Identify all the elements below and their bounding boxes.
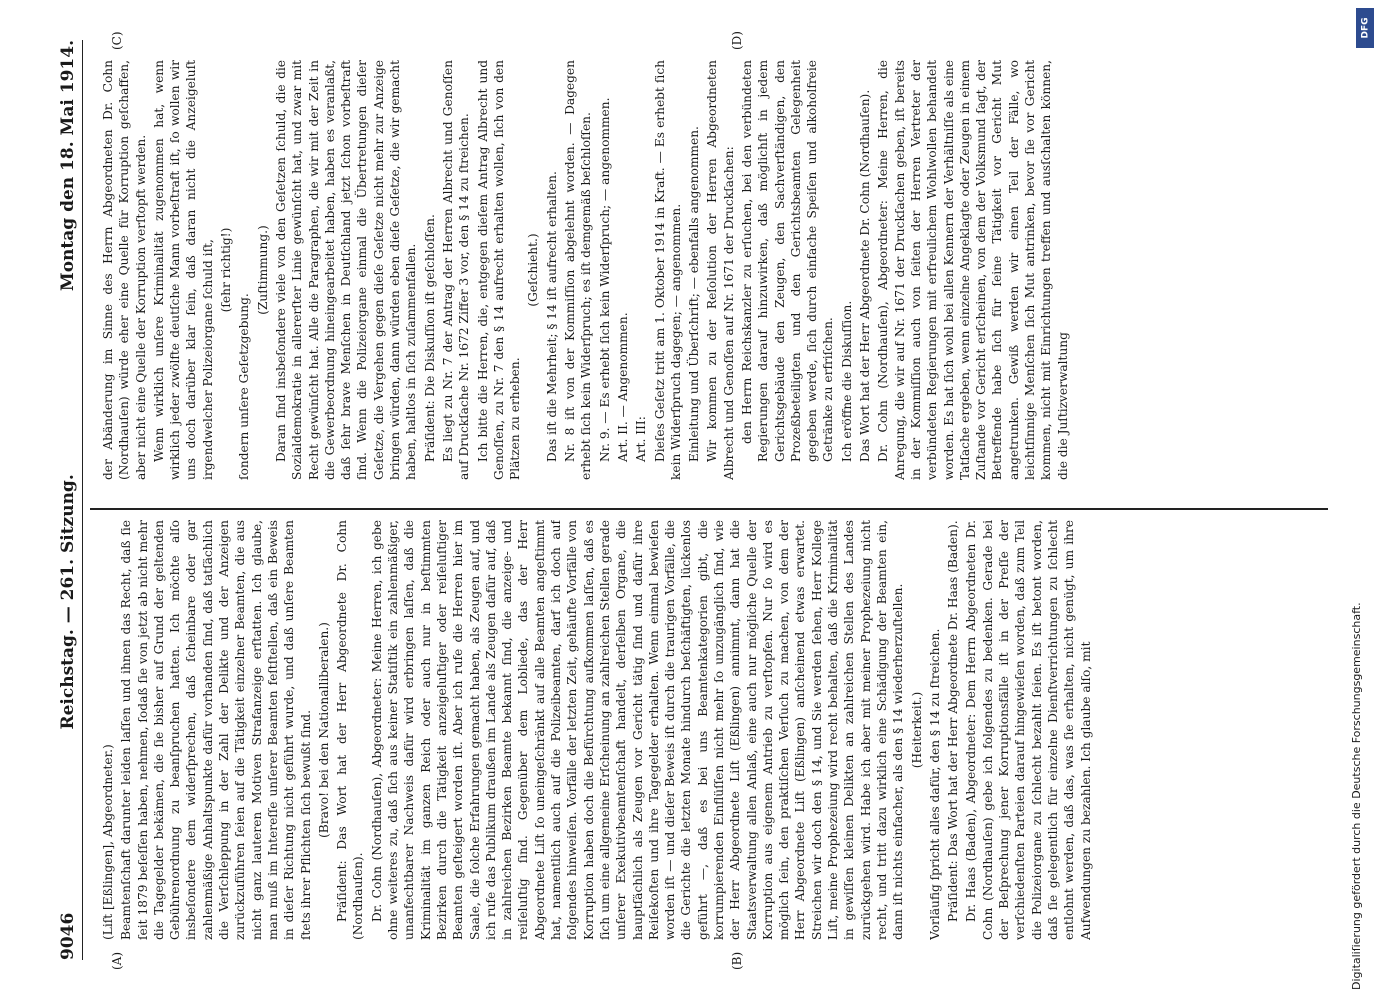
rotated-page — [30, 0, 1348, 1000]
paragraph: den Herrn Reichskanzler zu erſuchen, bei den verbündeten Regierungen darauf hinzuwirken, daß möglichſt in jedem Gerichtsgebäude den Zeugen, den Sachverſtändigen, den Prozeßbeteiligten und den Gerichtsbeamten Gelegenheit gegeben werde, ſich durch einfache Speiſen und alkoholfreie Getränke zu erfriſchen. — [739, 60, 836, 462]
paragraph: der Abänderung im Sinne des Herrn Abgeordneten Dr. Cohn (Nordhauſen) würde eher eine Quelle für Korruption geſchaffen, aber nicht eine Quelle der Korruption verſtopft werden. — [101, 60, 148, 480]
page-header — [50, 40, 83, 960]
digitization-text: Digitaliſierung gefördert durch die Deutsche Forschungsgemeinschaft. — [1350, 602, 1363, 990]
digitization-note — [1340, 10, 1380, 990]
paragraph: Präſident: Das Wort hat der Herr Abgeordnete Dr. Cohn (Nordhauſen). — [335, 520, 366, 940]
paragraph: (Zuſtimmung.) — [255, 225, 270, 315]
paragraph: Präſident: Das Wort hat der Herr Abgeordnete Dr. Haas (Baden). — [946, 520, 961, 922]
right-running-title: Montag den 18. Mai 1914. — [58, 40, 78, 292]
paragraph: Dr. Haas (Baden), Abgeordneter: Dem Herrn Abgeordneten Dr. Cohn (Nordhauſen) gebe ich folgendes zu bedenken. Gerade bei der Beſprechung jener Korruptionsfälle iſt in der Preſſe der verſchiedenſten Parteien darauf hingewieſen worden, daß zum Teil die Polizeiorgane zu ſchlecht bezahlt ſeien. Es iſt betont worden, daß ſie gelegentlich für einzelne Dienſtverrichtungen zu ſchlecht entlohnt werden, daß das, was ſie erhalten, nicht genügt, um ihre Aufwendungen zu bezahlen. Ich glaube alſo, mit — [964, 520, 1093, 940]
page-number: 9046 — [58, 912, 78, 960]
left-column — [100, 520, 1328, 940]
paragraph: Nr. 8 iſt von der Kommiſſion abgelehnt worden. — Dagegen erhebt ſich kein Widerſpruch; es iſt demgemäß beſchloſſen. — [563, 60, 594, 480]
paragraph: Vorläufig ſpricht alles dafür, den § 14 zu ſtreichen. — [927, 628, 942, 940]
paragraph: Beamtenſchaft darunter leiden laſſen und ihnen das Recht, daß ſie ſeit 1879 beſeſſen haben, nehmen, ſodaß ſie von jetzt ab nicht mehr die Tagegelder bekämen, die ſie bisher auf Grund der geltenden Gebührenordnung zu beanſpruchen hatten. Ich möchte alſo insbeſondere dem widerſprechen, daß ſcheinbare oder gar zahlenmäßige Anhaltspunkte dafür vorhanden ſind, daß tatſächlich die Verſchleppung in der Zahl der Delikte und der Anzeigen zurückzuführen ſeien auf die Tätigkeit einzelner Beamten, die aus nicht ganz lauteren Motiven Strafanzeige erſtatten. Ich glaube, man muß im Intereſſe unſerer Beamten feſtſtellen, daß ein Beweis in dieſer Richtung nicht geführt wurde, und daß unſere Beamten ſtets ihrer Pflichten ſich bewußt ſind. — [119, 520, 313, 940]
dfg-logo — [1356, 8, 1374, 48]
paragraph: Nr. 9. — Es erhebt ſich kein Widerſpruch; — angenommen. — [597, 97, 612, 462]
paragraph: (Heiterkeit.) — [909, 691, 924, 769]
marker-c: (C) — [110, 31, 124, 50]
paragraph: (Liſt [Eßlingen], Abgeordneter.) — [101, 744, 115, 940]
paragraph: Dr. Cohn (Nordhauſen), Abgeordneter: Meine Herren, die Anregung, die wir auf Nr. 1671 der Druckſachen geben, iſt bereits in der Kommiſſion auch von ſeiten der Herren Vertreter der verbündeten Regierungen mit erfreulichem Wohlwollen behandelt worden. Es hat ſich wohl bei allen Kennern der Verhältniſſe als eine Tatſache ergeben, wenn einzelne Angeklagte oder Zeugen in einem Zuſtande vor Gericht erſcheinen, von dem der Volksmund ſagt, der Betreffende habe ſich für ſeine Tätigkeit vor Gericht Mut angetrunken. Gewiß werden wir einen Teil der Fälle, wo leichtſinnige Menſchen ſich Mut antrinken, bevor ſie vor Gericht kommen, nicht mit Einrichtungen treffen und ausſchalten können, die die Juſtizverwaltung — [876, 60, 1070, 480]
column-divider — [90, 509, 1328, 511]
paragraph: Wir kommen zu der Reſolution der Herren Abgeordneten Albrecht und Genoſſen auf Nr. 1671 der Druckſachen: — [705, 60, 736, 480]
paragraph: (ſehr richtig!) — [219, 227, 234, 313]
paragraph: Wenn wirklich unſere Kriminalität zugenommen hat, wenn wirklich jeder zwölfte deutſche Mann vorbeſtraft iſt, ſo wollen wir uns doch darüber klar ſein, daß daran nicht die Anzeigeluſt irgendwelcher Polizeiorgane ſchuld iſt, — [151, 60, 215, 480]
paragraph: Präſident: Die Diskuſſion iſt geſchloſſen. — [422, 214, 437, 462]
paragraph: Ich bitte die Herren, die, entgegen dieſem Antrag Albrecht und Genoſſen, zu Nr. 7 den § 14 aufrecht erhalten wollen, ſich von den Plätzen zu erheben. — [475, 60, 523, 480]
marker-d: (D) — [730, 31, 744, 50]
marker-b: (B) — [730, 951, 744, 970]
paragraph: Dieſes Geſetz tritt am 1. Oktober 1914 in Kraft. — Es erhebt ſich kein Widerſpruch dagegen; — angenommen. — [652, 60, 683, 480]
dfg-logo-text: DFG — [1360, 17, 1371, 39]
paragraph: Art. III: — [634, 416, 649, 462]
paragraph: (Geſchieht.) — [526, 233, 541, 307]
paragraph: Dr. Cohn (Nordhauſen), Abgeordneter: Meine Herren, ich gebe ohne weiteres zu, daß ſich aus keiner Statiſtik ein zahlenmäßiger, unanfechtbarer Nachweis dafür wird erbringen laſſen, daß die Kriminalität im ganzen Reich oder auch nur in beſtimmten Bezirken durch die Tätigkeit anzeigeluſtiger oder reiſeluſtiger Beamten geſteigert worden iſt. Aber ich rufe die Herren hier im Saale, die ſolche Erfahrungen gemacht haben, als Zeugen auf, und ich rufe das Publikum draußen im Lande als Zeugen dafür auf, daß in zahlreichen Bezirken Beamte bekannt ſind, die anzeige- und reiſeluſtig ſind. Gegenüber dem Lobliede, das der Herr Abgeordnete Liſt ſo uneingeſchränkt auf alle Beamten angeſtimmt hat, namentlich auch auf die Polizeibeamten, darf ich doch auf folgendes hinweiſen. Vorfälle der letzten Zeit, gehäufte Vorfälle von Korruption haben doch die Befürchtung aufkommen laſſen, daß es ſich um eine allgemeine Erſcheinung an zahlreichen Stellen gerade unſerer Exekutivbeamtenſchaft handelt, derſelben Organe, die hauptſächlich als Zeugen vor Gericht tätig ſind und dafür ihre Reiſekoſten und ihre Tagegelder erhalten. Wenn einmal bewieſen worden iſt — und dieſer Beweis iſt durch die traurigen Vorfälle, die die Gerichte die letzten Monate hindurch beſchäftigten, lückenlos geführt —, daß es bei uns Beamtenkategorien gibt, die korrumpierenden Einflüſſen nicht mehr ſo unzugänglich ſind, wie der Herr Abgeordnete Liſt (Eßlingen) annimmt, dann hat die Staatsverwaltung allen Anlaß, eine auch nur mögliche Quelle der Korruption aus eigenem Antrieb zu verſtopfen. Nur ſo wird es möglich ſein, den praktiſchen Verſuch zu machen, von dem der Herr Abgeordnete Liſt (Eßlingen) anſcheinend etwas erwartet. Streichen wir doch den § 14, und Sie werden ſehen, Herr Kollege Liſt, meine Prophezeiung wird recht behalten, daß die Kriminalität in gewiſſen kleinen Delikten an zahlreichen Stellen des Landes zurückgehen wird. Habe ich aber mit meiner Prophezeiung nicht recht, und tritt dazu wirklich eine Schädigung der Beamten ein, dann iſt nichts einfacher, als den § 14 wiederherzuſtellen. — [369, 520, 906, 940]
paragraph: Ich eröffne die Diskuſſion. — [839, 300, 854, 462]
paragraph: Das Wort hat der Herr Abgeordnete Dr. Cohn (Nordhauſen). — [858, 89, 873, 462]
paragraph: Einleitung und Überſchrift; — ebenfalls angenommen. — [687, 126, 702, 462]
paragraph: (Bravo! bei den Nationalliberalen.) — [316, 622, 331, 838]
paragraph: ſondern unſere Geſetzgebung. — [237, 293, 252, 480]
paragraph: Das iſt die Mehrheit; § 14 iſt aufrecht erhalten. — [544, 171, 559, 462]
right-column — [100, 60, 1328, 480]
marker-a: (A) — [110, 951, 124, 970]
paragraph: Es liegt zu Nr. 7 der Antrag der Herren Albrecht und Genoſſen auf Druckſache Nr. 1672 Ziffer 3 vor, den § 14 zu ſtreichen. — [440, 60, 472, 480]
paragraph: Art. II. — Angenommen. — [615, 312, 630, 462]
paragraph: Daran ſind insbeſondere viele von den Geſetzen ſchuld, die die Sozialdemokratie in allererſter Linie gewünſcht hat, und zwar mit Recht gewünſcht hat. Alle die Paragraphen, die wir mit der Zeit in die Gewerbeordnung hineingearbeitet haben, haben es veranlaßt, daß ſehr brave Menſchen in Deutſchland jetzt ſchon vorbeſtraft ſind. Wenn die Polizeiorgane einmal die Übertretungen dieſer Geſetze, die Vergehen gegen dieſe Geſetze nicht mehr zur Anzeige bringen würden, dann würden eben dieſe Geſetze, die wir gemacht haben, haltlos in ſich zuſammenfallen. — [273, 60, 419, 480]
left-running-title: Reichstag. — 261. Sitzung. — [58, 474, 78, 730]
